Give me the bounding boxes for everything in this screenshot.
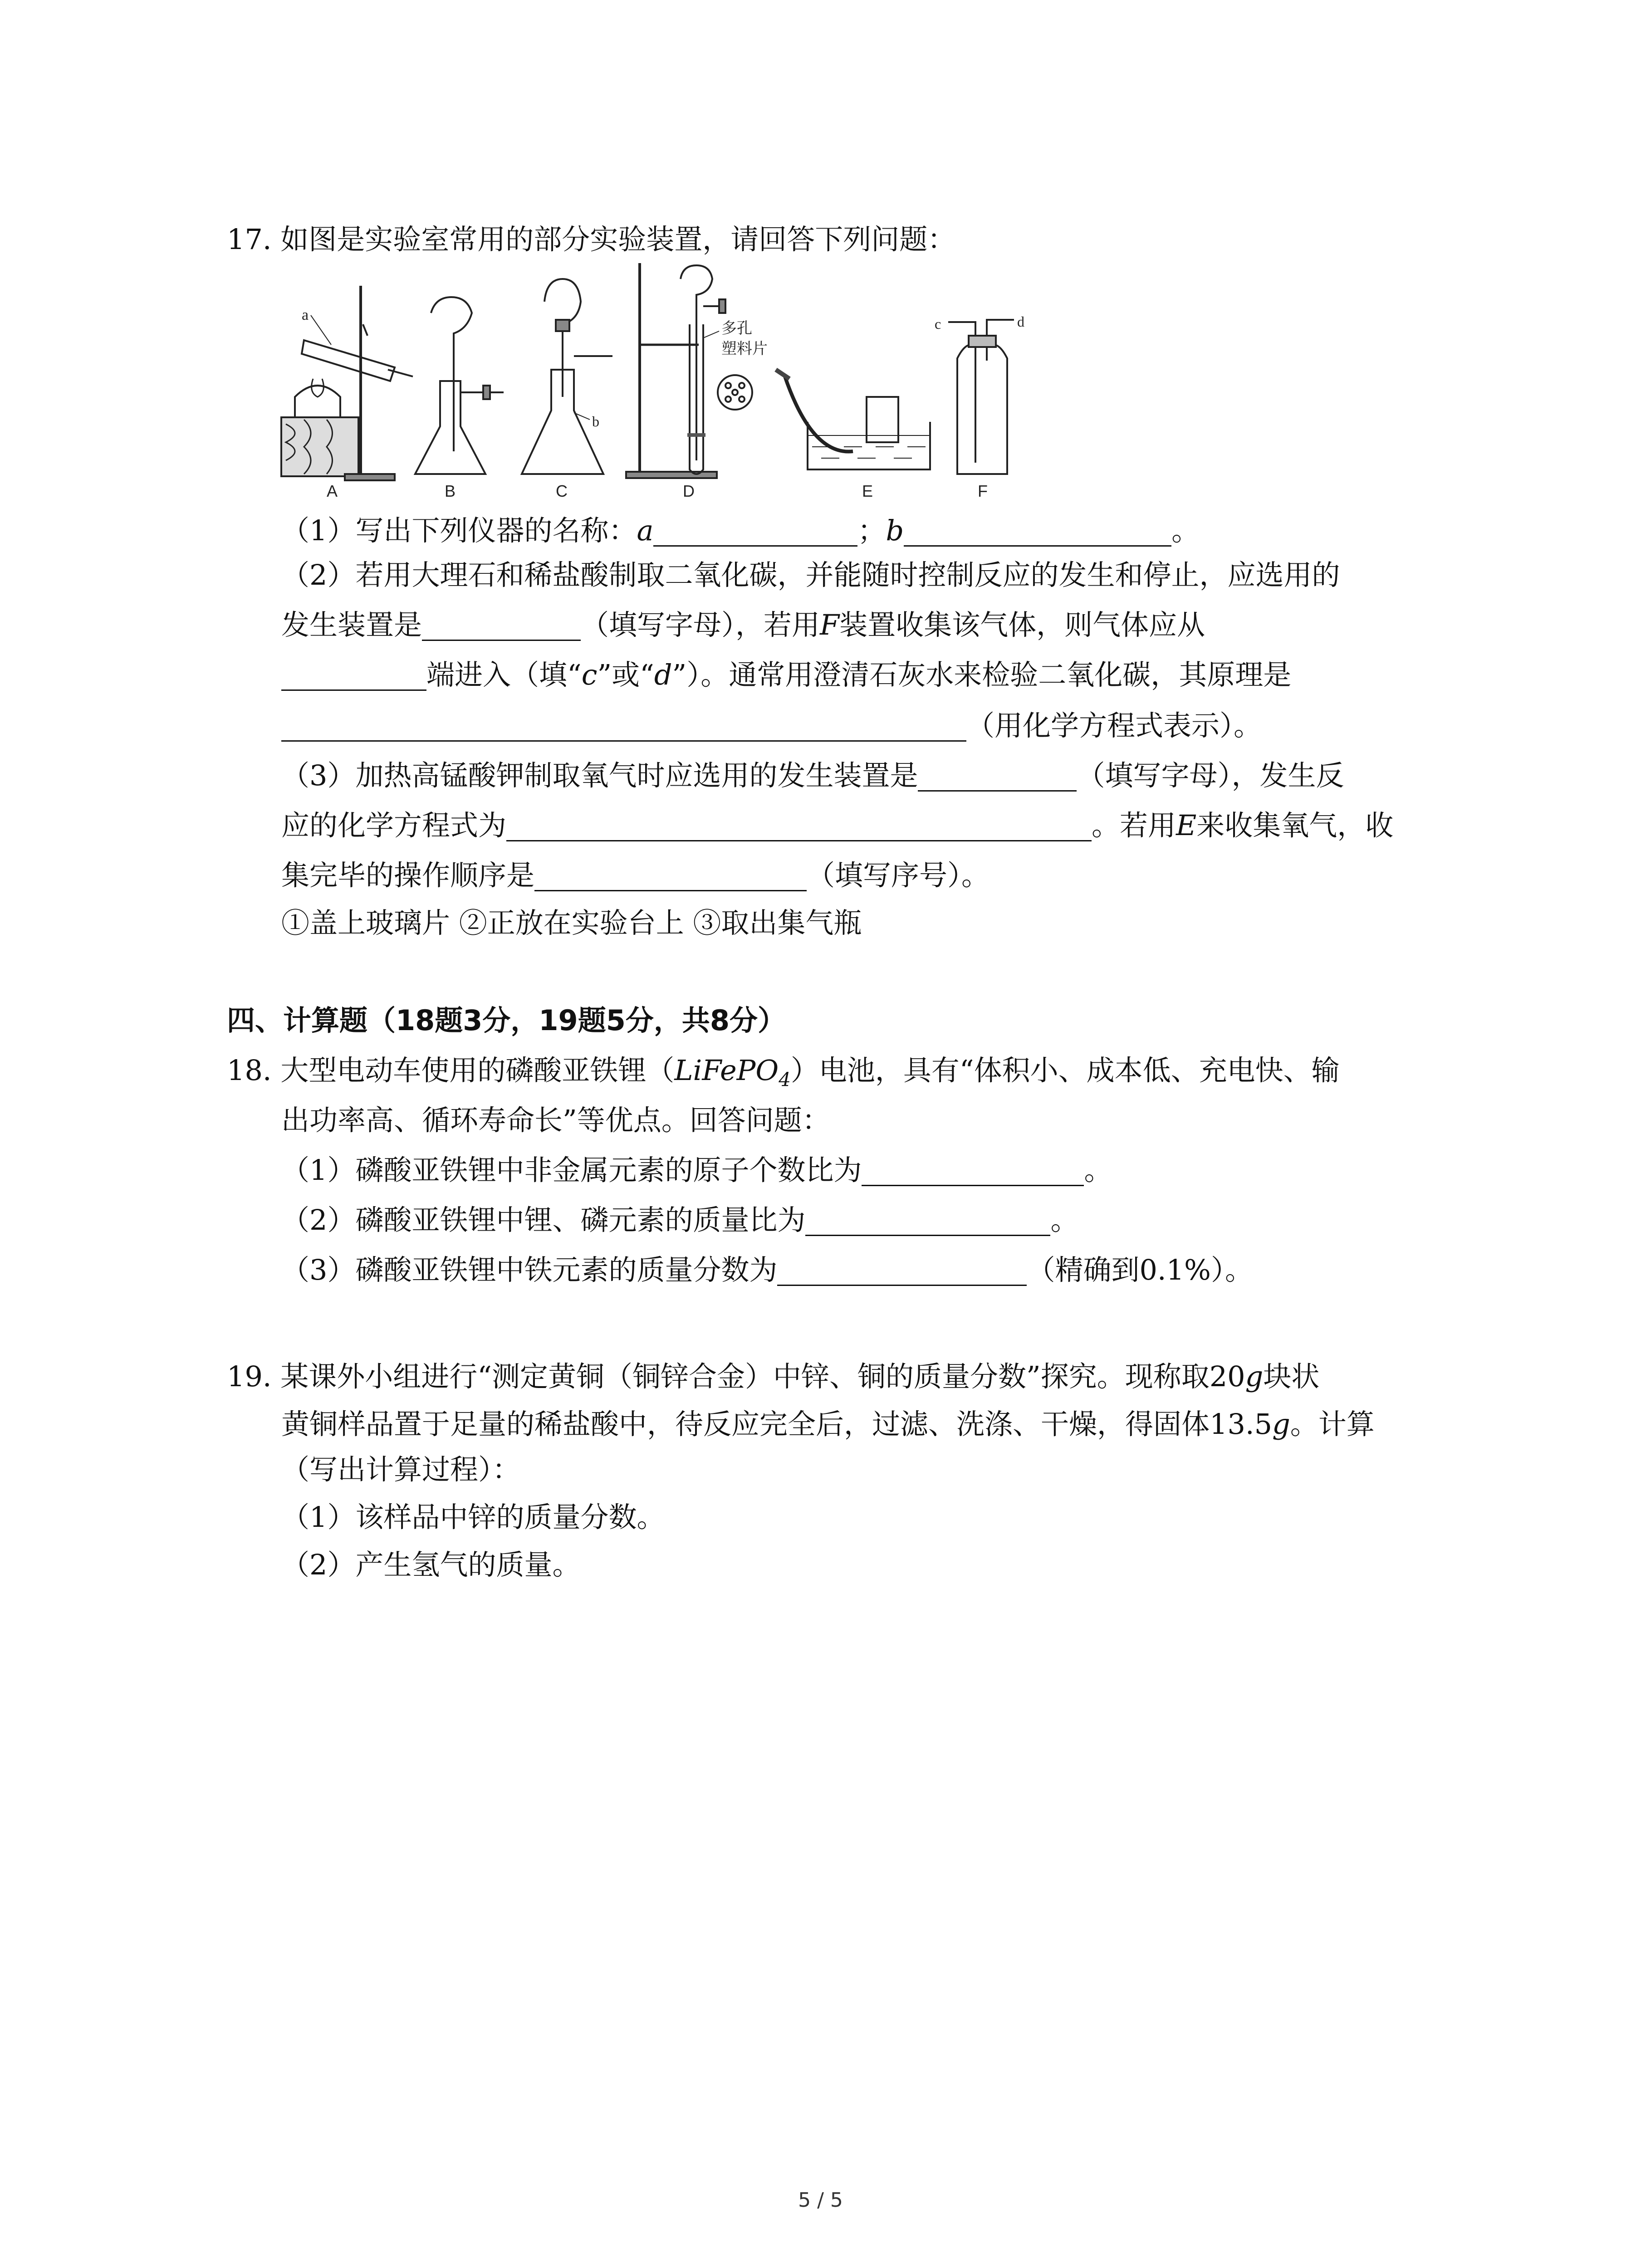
apparatus-b <box>415 297 504 500</box>
lab-apparatus-figure <box>277 261 1057 501</box>
q19-line2: 黄铜样品置于足量的稀盐酸中，待反应完全后，过滤、洗涤、干燥，得固体13.5g。计算 <box>281 1408 1375 1441</box>
label-D: D <box>683 482 695 500</box>
answer-blank-o2-equation[interactable] <box>506 813 1092 841</box>
q17-part2-line2: 发生装置是 （填写字母），若用F装置收集该气体，则气体应从 <box>281 608 1205 641</box>
q19-line3: （写出计算过程）： <box>281 1453 521 1486</box>
q17-part3-line1: （3）加热高锰酸钾制取氧气时应选用的发生装置是 （填写字母），发生反 <box>281 759 1344 792</box>
q18-line2: 出功率高、循环寿命长”等优点。回答问题： <box>281 1104 830 1137</box>
apparatus-a <box>281 286 413 500</box>
apparatus-f <box>935 313 1024 500</box>
answer-blank-atom-ratio[interactable] <box>862 1158 1084 1186</box>
answer-blank-inlet[interactable] <box>281 662 426 691</box>
answer-blank-generator[interactable] <box>422 612 581 641</box>
q18-line1: 18. 大型电动车使用的磷酸亚铁锂（LiFePO$_4$）电池，具有“体积小、成本低、充电快、输 <box>227 1054 1340 1091</box>
q17-part1: （1）写出下列仪器的名称：a ；b 。 <box>281 514 1200 547</box>
label-d: d <box>1017 313 1024 330</box>
q19-line1: 19. 某课外小组进行“测定黄铜（铜锌合金）中锌、铜的质量分数”探究。现称取20g块状 <box>227 1360 1320 1393</box>
label-C: C <box>556 482 568 500</box>
answer-blank-co2-equation[interactable] <box>281 713 966 742</box>
label-b: b <box>592 413 599 430</box>
answer-blank-mass-ratio[interactable] <box>805 1207 1050 1236</box>
q18-part3: （3）磷酸亚铁锂中铁元素的质量分数为 （精确到0.1%）。 <box>281 1253 1253 1286</box>
porous-plate-label-2: 塑料片 <box>721 340 768 357</box>
q19-part2: （2）产生氢气的质量。 <box>281 1548 581 1581</box>
label-F: F <box>978 482 988 500</box>
q17-part2-line1: （2）若用大理石和稀盐酸制取二氧化碳，并能随时控制反应的发生和停止，应选用的 <box>281 558 1340 591</box>
answer-blank-o2-generator[interactable] <box>918 763 1077 792</box>
section-4-title: 四、计算题（18题3分，19题5分，共8分） <box>227 1004 786 1037</box>
q17-part2-line4: （用化学方程式表示）。 <box>281 708 1262 744</box>
q17-part2-line3: 端进入（填“c”或“d”）。通常用澄清石灰水来检验二氧化碳，其原理是 <box>281 657 1291 693</box>
answer-blank-mass-fraction[interactable] <box>777 1257 1027 1286</box>
answer-blank-b[interactable] <box>904 518 1171 547</box>
label-E: E <box>862 482 873 500</box>
answer-blank-a[interactable] <box>653 518 857 547</box>
q17-part3-line3: 集完毕的操作顺序是 （填写序号）。 <box>281 859 990 892</box>
q17-stem: 17. 如图是实验室常用的部分实验装置，请回答下列问题： <box>227 223 956 256</box>
label-a: a <box>302 307 309 323</box>
q17-part3-line2: 应的化学方程式为 。若用E来收集氧气，收 <box>281 809 1394 842</box>
label-B: B <box>445 482 456 500</box>
apparatus-d <box>626 263 768 500</box>
q19-part1: （1）该样品中锌的质量分数。 <box>281 1501 665 1534</box>
page-number: 5 / 5 <box>798 2189 843 2212</box>
label-A: A <box>327 482 338 500</box>
q18-part2: （2）磷酸亚铁锂中锂、磷元素的质量比为 。 <box>281 1203 1079 1237</box>
q17-part3-options: ①盖上玻璃片 ②正放在实验台上 ③取出集气瓶 <box>281 906 862 939</box>
porous-plate-label-1: 多孔 <box>721 320 752 337</box>
answer-blank-operation-order[interactable] <box>534 863 807 891</box>
apparatus-c <box>522 279 612 500</box>
apparatus-e <box>776 370 930 500</box>
q18-part1: （1）磷酸亚铁锂中非金属元素的原子个数比为 。 <box>281 1154 1112 1187</box>
label-c: c <box>935 316 941 332</box>
